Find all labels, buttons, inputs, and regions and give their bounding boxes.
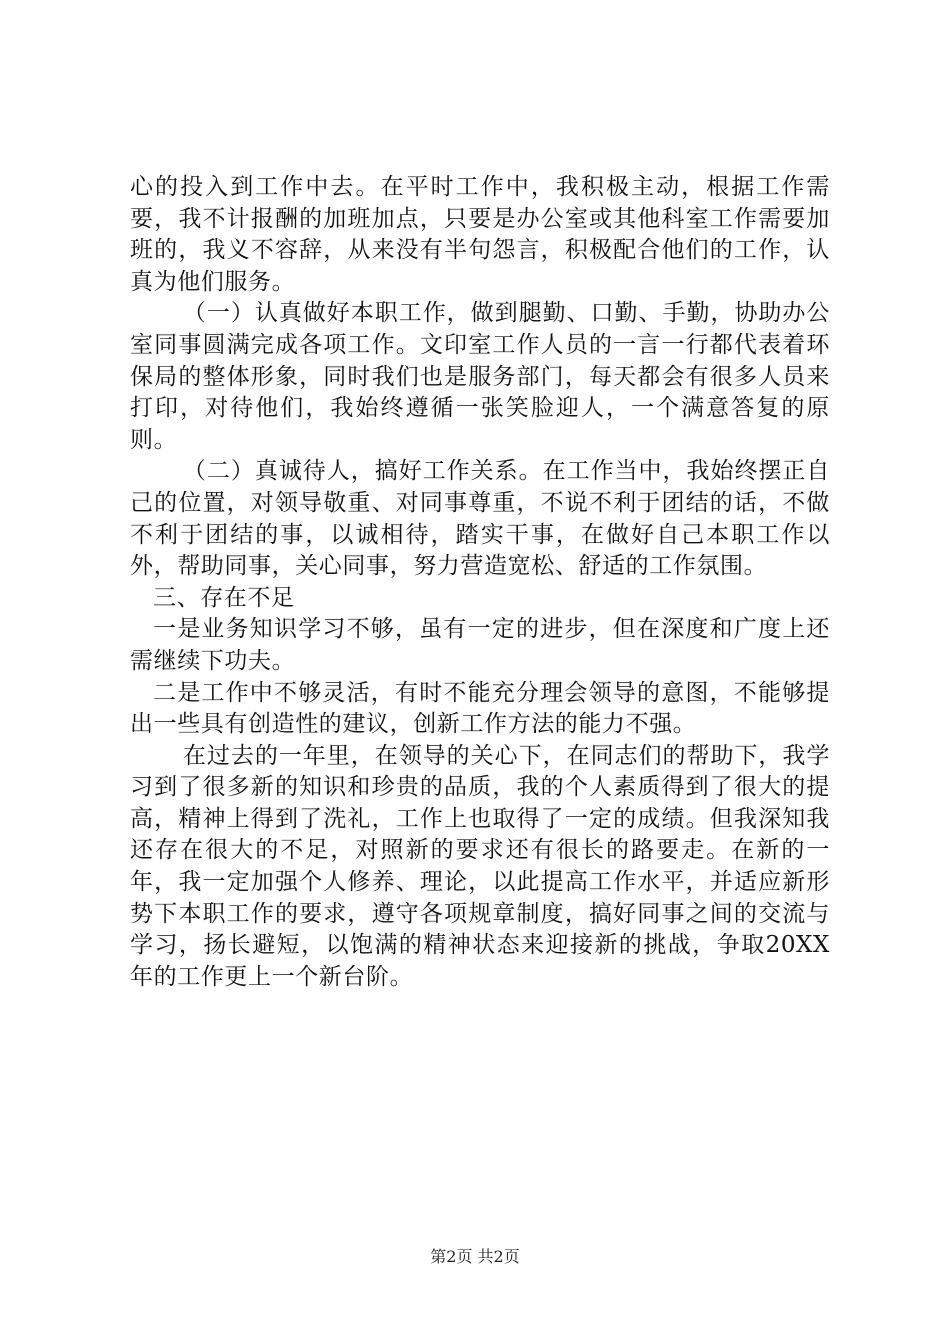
document-body (130, 172, 830, 993)
body-paragraph: 心的投入到工作中去。在平时工作中，我积极主动，根据工作需要，我不计报酬的加班加点，只要是办公室或其他科室工作需要加班的，我义不容辞，从来没有半句怨言，积极配合他们的工作，认真为他们服务。 (130, 174, 830, 295)
section-heading: 三、存在不足 (153, 584, 295, 611)
body-paragraph: （二）真诚待人，搞好工作关系。在工作当中，我始终摆正自己的位置，对领导敬重、对同事尊重，不说不利于团结的话，不做不利于团结的事，以诚相待，踏实干事，在做好自己本职工作以外，帮助同事，关心同事，努力营造宽松、舒适的工作氛围。 (130, 458, 830, 580)
page-number-footer: 第2页 共2页 (430, 1247, 520, 1266)
body-paragraph: 一是业务知识学习不够，虽有一定的进步，但在深度和广度上还需继续下功夫。 (130, 616, 830, 674)
body-paragraph: 二是工作中不够灵活，有时不能充分理会领导的意图，不能够提出一些具有创造性的建议，创新工作方法的能力不强。 (130, 679, 830, 738)
body-paragraph: （一）认真做好本职工作，做到腿勤、口勤、手勤，协助办公室同事圆满完成各项工作。文印室工作人员的一言一行都代表着环保局的整体形象，同时我们也是服务部门，每天都会有很多人员来打印，对待他们，我始终遵循一张笑脸迎人，一个满意答复的原则。 (130, 300, 830, 453)
body-paragraph: 在过去的一年里，在领导的关心下，在同志们的帮助下，我学习到了很多新的知识和珍贵的品质，我的个人素质得到了很大的提高，精神上得到了洗礼，工作上也取得了一定的成绩。但我深知我还存在很大的不足，对照新的要求还有很长的路要走。在新的一年，我一定加强个人修养、理论，以此提高工作水平，并适应新形势下本职工作的要求，遵守各项规章制度，搞好同事之间的交流与学习，扬长避短，以饱满的精神状态来迎接新的挑战，争取20XX年的工作更上一个新台阶。 (130, 742, 830, 990)
